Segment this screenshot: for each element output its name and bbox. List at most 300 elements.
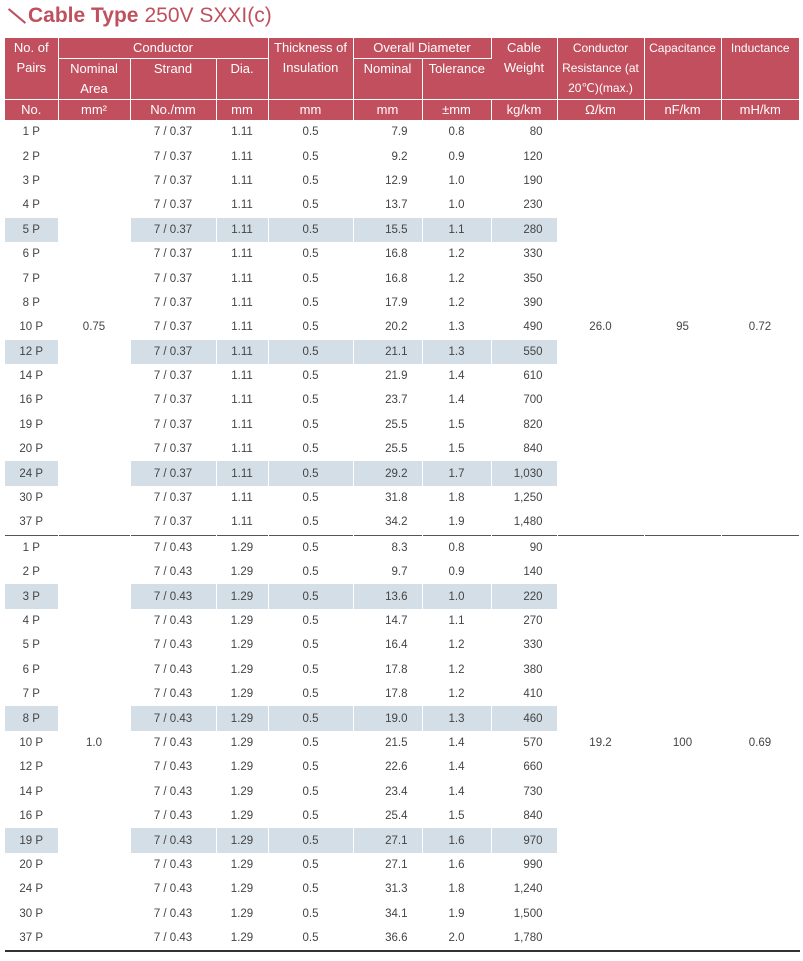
cell-strand: 7 / 0.43 bbox=[130, 755, 216, 779]
cell-pairs: 20 P bbox=[5, 853, 58, 877]
cell-strand: 7 / 0.43 bbox=[130, 682, 216, 706]
cell-tolerance: 1.4 bbox=[422, 755, 491, 779]
cell-dia: 1.29 bbox=[216, 609, 268, 633]
header-resistance: Conductor Resistance (at 20℃)(max.) bbox=[557, 38, 644, 100]
cell-thickness: 0.5 bbox=[268, 510, 353, 535]
cell-dia: 1.11 bbox=[216, 461, 268, 485]
cell-inductance bbox=[721, 633, 799, 657]
cell-capacitance bbox=[644, 633, 721, 657]
cell-strand: 7 / 0.37 bbox=[130, 218, 216, 242]
cell-dia: 1.29 bbox=[216, 584, 268, 608]
cell-inductance bbox=[721, 682, 799, 706]
cell-inductance: 0.72 bbox=[721, 315, 799, 339]
table-row bbox=[5, 291, 799, 315]
cell-capacitance bbox=[644, 828, 721, 852]
cell-pairs: 5 P bbox=[5, 218, 58, 242]
cell-nominal-area bbox=[58, 853, 130, 877]
cell-nominal-area bbox=[58, 437, 130, 461]
unit-cell: mH/km bbox=[721, 100, 799, 121]
cell-od-nominal: 36.6 bbox=[353, 926, 422, 951]
cell-pairs: 19 P bbox=[5, 828, 58, 852]
cell-tolerance: 1.4 bbox=[422, 364, 491, 388]
cell-od-nominal: 7.9 bbox=[353, 120, 422, 144]
cell-resistance bbox=[557, 609, 644, 633]
cell-resistance bbox=[557, 584, 644, 608]
cell-tolerance: 1.2 bbox=[422, 266, 491, 290]
table-row bbox=[5, 633, 799, 657]
cell-strand: 7 / 0.43 bbox=[130, 853, 216, 877]
cell-nominal-area bbox=[58, 706, 130, 730]
cell-od-nominal: 25.4 bbox=[353, 804, 422, 828]
cell-strand: 7 / 0.37 bbox=[130, 266, 216, 290]
cell-capacitance bbox=[644, 560, 721, 584]
cell-weight: 120 bbox=[491, 144, 557, 168]
cell-tolerance: 1.5 bbox=[422, 413, 491, 437]
unit-cell: Ω/km bbox=[557, 100, 644, 121]
table-body bbox=[5, 120, 799, 951]
table-row bbox=[5, 609, 799, 633]
cell-nominal-area: 0.75 bbox=[58, 315, 130, 339]
cell-tolerance: 1.6 bbox=[422, 828, 491, 852]
cell-thickness: 0.5 bbox=[268, 609, 353, 633]
cell-tolerance: 1.4 bbox=[422, 388, 491, 412]
cell-capacitance bbox=[644, 535, 721, 560]
cell-inductance bbox=[721, 169, 799, 193]
cell-tolerance: 1.1 bbox=[422, 218, 491, 242]
cell-inductance bbox=[721, 853, 799, 877]
cell-strand: 7 / 0.43 bbox=[130, 902, 216, 926]
cell-capacitance bbox=[644, 584, 721, 608]
cell-dia: 1.11 bbox=[216, 144, 268, 168]
cell-tolerance: 1.5 bbox=[422, 437, 491, 461]
cell-capacitance bbox=[644, 413, 721, 437]
cell-weight: 230 bbox=[491, 193, 557, 217]
cell-tolerance: 1.4 bbox=[422, 780, 491, 804]
cell-resistance bbox=[557, 340, 644, 364]
cell-thickness: 0.5 bbox=[268, 682, 353, 706]
cell-od-nominal: 16.8 bbox=[353, 266, 422, 290]
cell-weight: 730 bbox=[491, 780, 557, 804]
unit-cell: mm bbox=[353, 100, 422, 121]
title-bold: Cable Type bbox=[28, 4, 139, 27]
cell-strand: 7 / 0.43 bbox=[130, 804, 216, 828]
cell-capacitance bbox=[644, 218, 721, 242]
cell-nominal-area bbox=[58, 658, 130, 682]
cell-tolerance: 1.4 bbox=[422, 731, 491, 755]
cell-nominal-area bbox=[58, 780, 130, 804]
cell-nominal-area bbox=[58, 120, 130, 144]
cell-nominal-area bbox=[58, 461, 130, 485]
cell-resistance bbox=[557, 437, 644, 461]
cell-resistance bbox=[557, 218, 644, 242]
cell-capacitance bbox=[644, 926, 721, 951]
unit-cell: nF/km bbox=[644, 100, 721, 121]
cell-inductance bbox=[721, 266, 799, 290]
cell-resistance bbox=[557, 193, 644, 217]
cell-strand: 7 / 0.43 bbox=[130, 584, 216, 608]
cell-nominal-area bbox=[58, 633, 130, 657]
cell-dia: 1.11 bbox=[216, 242, 268, 266]
cell-pairs: 3 P bbox=[5, 169, 58, 193]
unit-cell: mm bbox=[216, 100, 268, 121]
cell-capacitance: 95 bbox=[644, 315, 721, 339]
header-dia: Dia. bbox=[216, 59, 268, 100]
cell-resistance bbox=[557, 658, 644, 682]
table-row bbox=[5, 853, 799, 877]
cell-nominal-area bbox=[58, 242, 130, 266]
table-row bbox=[5, 926, 799, 951]
cell-nominal-area bbox=[58, 169, 130, 193]
cell-capacitance bbox=[644, 682, 721, 706]
cell-od-nominal: 29.2 bbox=[353, 461, 422, 485]
cell-strand: 7 / 0.43 bbox=[130, 926, 216, 951]
cell-nominal-area bbox=[58, 413, 130, 437]
cell-capacitance bbox=[644, 144, 721, 168]
cell-od-nominal: 9.7 bbox=[353, 560, 422, 584]
cell-capacitance bbox=[644, 120, 721, 144]
cell-capacitance bbox=[644, 902, 721, 926]
table-row bbox=[5, 413, 799, 437]
cell-nominal-area bbox=[58, 755, 130, 779]
table-row bbox=[5, 144, 799, 168]
cell-od-nominal: 17.9 bbox=[353, 291, 422, 315]
cell-nominal-area: 1.0 bbox=[58, 731, 130, 755]
cell-inductance bbox=[721, 780, 799, 804]
cell-nominal-area bbox=[58, 828, 130, 852]
cell-dia: 1.11 bbox=[216, 169, 268, 193]
cell-tolerance: 0.9 bbox=[422, 560, 491, 584]
cell-weight: 80 bbox=[491, 120, 557, 144]
cell-capacitance bbox=[644, 853, 721, 877]
table-row bbox=[5, 658, 799, 682]
cell-resistance bbox=[557, 169, 644, 193]
table-row bbox=[5, 364, 799, 388]
cell-weight: 350 bbox=[491, 266, 557, 290]
cell-weight: 490 bbox=[491, 315, 557, 339]
cell-strand: 7 / 0.37 bbox=[130, 315, 216, 339]
cell-od-nominal: 21.9 bbox=[353, 364, 422, 388]
unit-cell: No./mm bbox=[130, 100, 216, 121]
cell-strand: 7 / 0.37 bbox=[130, 364, 216, 388]
cell-resistance bbox=[557, 755, 644, 779]
cell-inductance bbox=[721, 218, 799, 242]
cell-od-nominal: 25.5 bbox=[353, 437, 422, 461]
cell-dia: 1.29 bbox=[216, 853, 268, 877]
cell-strand: 7 / 0.43 bbox=[130, 560, 216, 584]
table-row bbox=[5, 193, 799, 217]
cell-pairs: 6 P bbox=[5, 658, 58, 682]
cell-nominal-area bbox=[58, 510, 130, 535]
cell-weight: 220 bbox=[491, 584, 557, 608]
cell-dia: 1.11 bbox=[216, 315, 268, 339]
cell-weight: 410 bbox=[491, 682, 557, 706]
cell-resistance bbox=[557, 266, 644, 290]
cell-dia: 1.11 bbox=[216, 266, 268, 290]
cell-dia: 1.11 bbox=[216, 364, 268, 388]
cell-pairs: 1 P bbox=[5, 535, 58, 560]
cell-thickness: 0.5 bbox=[268, 291, 353, 315]
cell-dia: 1.29 bbox=[216, 780, 268, 804]
cell-pairs: 16 P bbox=[5, 388, 58, 412]
cell-od-nominal: 25.5 bbox=[353, 413, 422, 437]
cell-tolerance: 0.8 bbox=[422, 120, 491, 144]
cell-od-nominal: 20.2 bbox=[353, 315, 422, 339]
cell-strand: 7 / 0.37 bbox=[130, 388, 216, 412]
cell-weight: 1,240 bbox=[491, 877, 557, 901]
cell-dia: 1.29 bbox=[216, 804, 268, 828]
cell-nominal-area bbox=[58, 486, 130, 510]
table-row bbox=[5, 486, 799, 510]
cell-weight: 190 bbox=[491, 169, 557, 193]
cell-inductance bbox=[721, 486, 799, 510]
cell-weight: 660 bbox=[491, 755, 557, 779]
cell-resistance bbox=[557, 853, 644, 877]
cell-inductance bbox=[721, 364, 799, 388]
cell-thickness: 0.5 bbox=[268, 144, 353, 168]
cell-tolerance: 2.0 bbox=[422, 926, 491, 951]
table-row bbox=[5, 731, 799, 755]
cell-resistance bbox=[557, 682, 644, 706]
cell-weight: 270 bbox=[491, 609, 557, 633]
cell-resistance bbox=[557, 510, 644, 535]
cell-resistance bbox=[557, 560, 644, 584]
cell-pairs: 8 P bbox=[5, 706, 58, 730]
cell-resistance bbox=[557, 877, 644, 901]
cell-thickness: 0.5 bbox=[268, 633, 353, 657]
cell-weight: 970 bbox=[491, 828, 557, 852]
cell-pairs: 10 P bbox=[5, 731, 58, 755]
cell-capacitance bbox=[644, 755, 721, 779]
cell-inductance bbox=[721, 609, 799, 633]
cell-nominal-area bbox=[58, 218, 130, 242]
cell-tolerance: 1.9 bbox=[422, 510, 491, 535]
title-light: 250V SXXI(c) bbox=[144, 4, 272, 27]
cell-thickness: 0.5 bbox=[268, 877, 353, 901]
cell-nominal-area bbox=[58, 926, 130, 951]
cell-od-nominal: 31.8 bbox=[353, 486, 422, 510]
cell-strand: 7 / 0.43 bbox=[130, 609, 216, 633]
header-conductor: Conductor bbox=[58, 38, 268, 59]
table-row bbox=[5, 461, 799, 485]
cell-weight: 90 bbox=[491, 535, 557, 560]
cell-thickness: 0.5 bbox=[268, 364, 353, 388]
cell-dia: 1.29 bbox=[216, 902, 268, 926]
cell-capacitance bbox=[644, 780, 721, 804]
cell-tolerance: 1.3 bbox=[422, 315, 491, 339]
cell-pairs: 14 P bbox=[5, 364, 58, 388]
cell-capacitance bbox=[644, 242, 721, 266]
cell-thickness: 0.5 bbox=[268, 731, 353, 755]
cell-strand: 7 / 0.43 bbox=[130, 658, 216, 682]
table-row bbox=[5, 877, 799, 901]
cell-pairs: 30 P bbox=[5, 902, 58, 926]
cell-strand: 7 / 0.37 bbox=[130, 340, 216, 364]
cell-weight: 1,480 bbox=[491, 510, 557, 535]
cell-weight: 330 bbox=[491, 242, 557, 266]
cell-weight: 840 bbox=[491, 804, 557, 828]
cell-inductance bbox=[721, 926, 799, 951]
cell-pairs: 2 P bbox=[5, 144, 58, 168]
cell-inductance bbox=[721, 242, 799, 266]
cell-od-nominal: 12.9 bbox=[353, 169, 422, 193]
cell-resistance bbox=[557, 804, 644, 828]
cell-weight: 1,250 bbox=[491, 486, 557, 510]
cell-strand: 7 / 0.43 bbox=[130, 828, 216, 852]
cell-pairs: 7 P bbox=[5, 266, 58, 290]
cell-dia: 1.11 bbox=[216, 510, 268, 535]
cell-strand: 7 / 0.37 bbox=[130, 437, 216, 461]
header-capacitance: Capacitance bbox=[644, 38, 721, 100]
cell-capacitance bbox=[644, 609, 721, 633]
cell-pairs: 30 P bbox=[5, 486, 58, 510]
cell-nominal-area bbox=[58, 388, 130, 412]
cell-inductance bbox=[721, 291, 799, 315]
header-strand: Strand bbox=[130, 59, 216, 100]
cell-thickness: 0.5 bbox=[268, 560, 353, 584]
cell-strand: 7 / 0.37 bbox=[130, 193, 216, 217]
cell-inductance bbox=[721, 340, 799, 364]
cell-tolerance: 1.3 bbox=[422, 340, 491, 364]
cell-strand: 7 / 0.37 bbox=[130, 120, 216, 144]
cell-dia: 1.11 bbox=[216, 413, 268, 437]
cell-thickness: 0.5 bbox=[268, 388, 353, 412]
cell-weight: 330 bbox=[491, 633, 557, 657]
cell-nominal-area bbox=[58, 877, 130, 901]
table-row bbox=[5, 388, 799, 412]
cell-resistance bbox=[557, 364, 644, 388]
cell-thickness: 0.5 bbox=[268, 658, 353, 682]
cell-od-nominal: 34.1 bbox=[353, 902, 422, 926]
cell-pairs: 4 P bbox=[5, 193, 58, 217]
cell-inductance bbox=[721, 560, 799, 584]
cell-weight: 380 bbox=[491, 658, 557, 682]
cell-resistance bbox=[557, 413, 644, 437]
cell-inductance bbox=[721, 535, 799, 560]
cell-pairs: 10 P bbox=[5, 315, 58, 339]
table-row bbox=[5, 755, 799, 779]
table-row bbox=[5, 437, 799, 461]
table-row bbox=[5, 510, 799, 535]
table-row bbox=[5, 804, 799, 828]
cell-od-nominal: 27.1 bbox=[353, 853, 422, 877]
cell-tolerance: 0.8 bbox=[422, 535, 491, 560]
cell-resistance bbox=[557, 633, 644, 657]
cell-nominal-area bbox=[58, 560, 130, 584]
table-row bbox=[5, 218, 799, 242]
cell-resistance bbox=[557, 486, 644, 510]
cell-tolerance: 1.0 bbox=[422, 584, 491, 608]
cell-inductance bbox=[721, 144, 799, 168]
cell-dia: 1.29 bbox=[216, 535, 268, 560]
table-row bbox=[5, 340, 799, 364]
cell-od-nominal: 27.1 bbox=[353, 828, 422, 852]
cell-dia: 1.11 bbox=[216, 120, 268, 144]
cell-strand: 7 / 0.37 bbox=[130, 461, 216, 485]
cell-resistance bbox=[557, 291, 644, 315]
cell-capacitance bbox=[644, 437, 721, 461]
cell-resistance bbox=[557, 461, 644, 485]
cell-thickness: 0.5 bbox=[268, 242, 353, 266]
cell-dia: 1.11 bbox=[216, 218, 268, 242]
cell-resistance: 19.2 bbox=[557, 731, 644, 755]
cell-pairs: 20 P bbox=[5, 437, 58, 461]
cell-capacitance bbox=[644, 340, 721, 364]
units-row bbox=[5, 100, 799, 121]
cell-dia: 1.11 bbox=[216, 340, 268, 364]
cell-thickness: 0.5 bbox=[268, 437, 353, 461]
cell-nominal-area bbox=[58, 193, 130, 217]
cell-tolerance: 1.5 bbox=[422, 804, 491, 828]
cell-inductance bbox=[721, 120, 799, 144]
cell-dia: 1.29 bbox=[216, 755, 268, 779]
cell-weight: 570 bbox=[491, 731, 557, 755]
cell-dia: 1.29 bbox=[216, 706, 268, 730]
cell-resistance bbox=[557, 388, 644, 412]
cell-pairs: 3 P bbox=[5, 584, 58, 608]
cell-tolerance: 1.2 bbox=[422, 633, 491, 657]
cell-resistance bbox=[557, 780, 644, 804]
unit-cell: mm bbox=[268, 100, 353, 121]
cell-capacitance bbox=[644, 486, 721, 510]
cell-strand: 7 / 0.43 bbox=[130, 877, 216, 901]
cell-tolerance: 1.8 bbox=[422, 877, 491, 901]
cell-capacitance bbox=[644, 291, 721, 315]
cell-weight: 990 bbox=[491, 853, 557, 877]
header-inductance: Inductance bbox=[721, 38, 799, 100]
cell-thickness: 0.5 bbox=[268, 120, 353, 144]
cell-tolerance: 1.6 bbox=[422, 853, 491, 877]
cell-pairs: 1 P bbox=[5, 120, 58, 144]
cell-od-nominal: 17.8 bbox=[353, 682, 422, 706]
cell-thickness: 0.5 bbox=[268, 706, 353, 730]
cell-inductance bbox=[721, 584, 799, 608]
cell-od-nominal: 34.2 bbox=[353, 510, 422, 535]
cell-inductance bbox=[721, 828, 799, 852]
cell-thickness: 0.5 bbox=[268, 193, 353, 217]
cell-nominal-area bbox=[58, 902, 130, 926]
cell-inductance bbox=[721, 706, 799, 730]
table-row bbox=[5, 902, 799, 926]
cell-strand: 7 / 0.37 bbox=[130, 291, 216, 315]
cell-strand: 7 / 0.37 bbox=[130, 169, 216, 193]
cell-thickness: 0.5 bbox=[268, 804, 353, 828]
cell-capacitance bbox=[644, 510, 721, 535]
cable-spec-table bbox=[5, 38, 800, 952]
cell-capacitance: 100 bbox=[644, 731, 721, 755]
cell-od-nominal: 21.1 bbox=[353, 340, 422, 364]
table-row bbox=[5, 266, 799, 290]
cell-capacitance bbox=[644, 706, 721, 730]
cell-od-nominal: 14.7 bbox=[353, 609, 422, 633]
cell-thickness: 0.5 bbox=[268, 218, 353, 242]
table-row bbox=[5, 828, 799, 852]
cell-strand: 7 / 0.37 bbox=[130, 413, 216, 437]
cell-od-nominal: 31.3 bbox=[353, 877, 422, 901]
table-row bbox=[5, 584, 799, 608]
cell-thickness: 0.5 bbox=[268, 755, 353, 779]
cell-pairs: 19 P bbox=[5, 413, 58, 437]
cell-thickness: 0.5 bbox=[268, 266, 353, 290]
cell-pairs: 14 P bbox=[5, 780, 58, 804]
cell-tolerance: 1.2 bbox=[422, 658, 491, 682]
cell-od-nominal: 9.2 bbox=[353, 144, 422, 168]
cell-dia: 1.29 bbox=[216, 560, 268, 584]
cell-resistance bbox=[557, 926, 644, 951]
header-pairs: No. of Pairs bbox=[5, 38, 58, 100]
cell-thickness: 0.5 bbox=[268, 340, 353, 364]
cell-inductance bbox=[721, 388, 799, 412]
table-row bbox=[5, 120, 799, 144]
